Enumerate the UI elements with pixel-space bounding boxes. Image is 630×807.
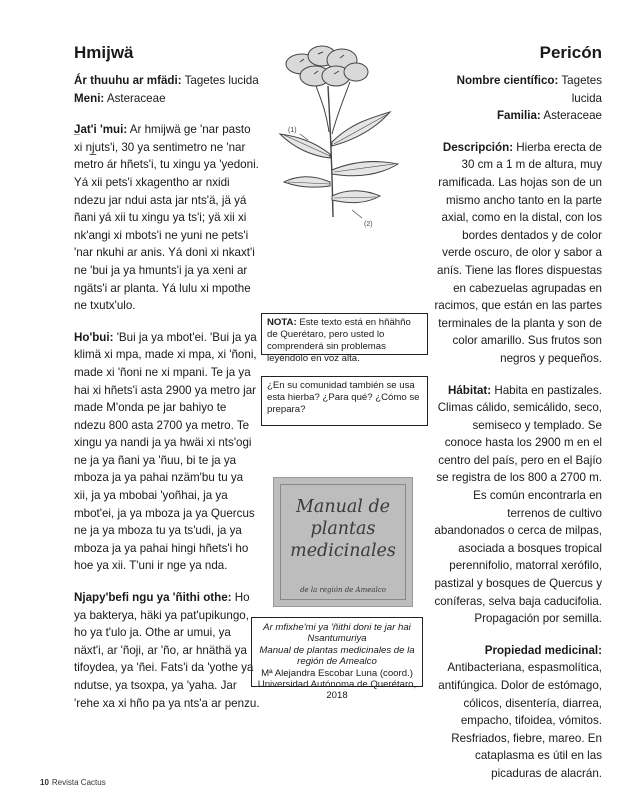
nota-label: NOTA: [267, 317, 297, 328]
nota-box [261, 313, 428, 364]
left-paragraph-description [74, 121, 260, 315]
right-p2-text: Habita en pastizales. Climas cálido, semicálido, seco, semiseco y templado. Se conoce hasta los 2900 m en el centro del país, pero en el Bajío se registra de los 800 a 2700 m. Es común encontrarla en terrenos de cultivo abandonados o cerca de milpas, asociada a bosques tropical perennifolio, matorral xerófilo, pastizal y bosques de Quercus y coníferas, selva baja caducifolia. Propagación por semilla. [434, 383, 602, 626]
credit-box [251, 617, 423, 702]
page-number: 10 [40, 778, 49, 787]
right-title: Pericón [539, 43, 602, 62]
credit-line-2: Manual de plantas medicinales de la región de Amealco [259, 644, 415, 668]
credit-line-4: Universidad Autónoma de Querétaro, 2018 [257, 679, 417, 702]
left-meta [74, 72, 260, 107]
left-meta-1-label: Ár thuuhu ar mfädi: [74, 74, 182, 87]
left-paragraph-habitat [74, 329, 260, 575]
left-paragraph-medicinal [74, 589, 260, 712]
left-p3-text: Ho ya bakterya, häki ya pat'upikungo, ho ya t'ulo ja. Othe ar umui, ya näxt'i, ar 'ñoji, ar 'ño, ar hnäthä ya tifoydea, ya 'ñei. Fats'i da 'yothe ya ndutse, ya tsoxpa, ya 'yaha. Jar 'rehe xa xi hño pa ya nts'a ar penzu. [74, 591, 260, 710]
magazine-name: Revista Cactus [51, 778, 106, 787]
page-footer [40, 778, 106, 787]
nota-text: Este texto está en hñähño de Querétaro, pero usted lo comprenderá sin problemas leyéndolo en voz alta. [267, 317, 411, 364]
credit-line-3: Mª Alejandra Escobar Luna (coord.) [261, 667, 413, 679]
book-cover-title [274, 496, 412, 562]
right-paragraph-habitat [434, 382, 602, 628]
left-column [74, 42, 260, 712]
right-meta-1-value: Tagetes lucida [558, 74, 602, 105]
right-column [434, 42, 602, 783]
left-title: Hmijwä [74, 43, 134, 62]
right-meta [434, 72, 602, 125]
left-p2-label: Ho'bui: [74, 330, 114, 344]
book-cover-title-line-1: Manual de [295, 497, 391, 517]
question-text: ¿En su comunidad también se usa esta hierba? ¿Para qué? ¿Cómo se prepara? [267, 380, 420, 415]
left-meta-2-value: Asteraceae [104, 91, 166, 105]
right-p3-label: Propiedad medicinal: [484, 643, 602, 657]
plant-illustration [270, 42, 420, 254]
illustration-label-2: (2) [364, 221, 373, 228]
credit-line-1: Ar mfixhe'mi ya 'ñithi doni te jar hai Nsantumuriya [263, 622, 411, 645]
right-meta-2-value: Asteraceae [540, 109, 602, 123]
right-p2-label: Hábitat: [447, 383, 492, 397]
right-p1-text: Hierba erecta de 30 cm a 1 m de altura, muy ramificada. Las hojas son de un mismo ancho tanto en la parte axial, como en la distal, con los bordes dentados y de color verde oscuro, de olor y sabor a anís. Tiene las flores dispuestas en cabezuelas agrupadas en racimos, que están en las partes terminales de la planta y son de color amarillo. Sus frutos son negros y pequeños. [434, 140, 602, 365]
left-meta-2-label: Meni: [74, 91, 105, 105]
illustration-label-1: (1) [288, 127, 297, 134]
right-meta-1-label: Nombre científico: [456, 74, 559, 87]
right-p3-text: Antibacteriana, espasmolítica, antifúngica. Dolor de estómago, cólicos, disentería, diarrea, empacho, tifoidea, vómitos. Resfriados, fiebre, mareo. En cataplasma es útil en las picaduras de alacrán. [438, 661, 602, 780]
right-p1-label: Descripción: [442, 140, 514, 154]
book-cover-image [273, 477, 413, 607]
left-meta-1-value: Tagetes lucida [181, 74, 259, 87]
left-p1-label: J̲at'i 'mui: [74, 123, 128, 137]
book-cover-title-line-3: medicinales [290, 541, 396, 561]
question-box [261, 376, 428, 426]
left-p1-text: Ar hmijwä ge 'nar pasto xi nj̲uts'i, 30 ya sentimetro ne 'nar metro ár hñets'i, tu xingu ya 'yedoni. Yá xii pets'i xkagentho ar nxidi ndezu jar ndui asta jar nts'ä, jä yá ñani yá xii tu xingu ya ts'i; yä xii xi nk'angi xi mbots'i ne yuni ne pets'i 'nar nkuhi ar anis. Yá doni xi nkaxt'i ne 'bui ja ya hmunts'i ja ya xeni ar ngäts'i ar planta. Yá lulu xi mpothe ne txutx'ulo. [74, 123, 259, 313]
book-cover-title-line-2: plantas [310, 519, 376, 539]
left-p3-label: Njapy'befi ngu ya 'ñithi othe: [74, 591, 232, 605]
right-paragraph-description [434, 139, 602, 368]
right-paragraph-medicinal [434, 642, 602, 783]
book-cover-subtitle: de la región de Amealco [300, 586, 386, 594]
left-p2-text: 'Bui ja ya mbot'ei. 'Bui ja ya klimä xi mpa, made xi mpa, xi 'ñoni, made xi 'ñoni ne xi mpani. Te ja ya hai xi hñets'i asta 2900 ya metro jar made M'onda pe jar bahiyo te ndezu 800 asta 2700 ya metro. Te xingu ya nandi ja ya hwäi xi nts'ogi ne ja ya ñani ya 'ñuu, bi te ja ya mboza ja ya pahai nzäm'bu tu ya xii, ja ya mbobai 'yoñhai, ja ya mbot'ei, ja ya mboza ja ya Quercus ne ja ya mboza tu ya ts'udi, ja ya mboza ja ya pahai hingi hñets'i ho hoe ya xii. T'uni ir nge ya nda. [74, 330, 257, 573]
right-meta-2-label: Familia: [496, 109, 541, 123]
